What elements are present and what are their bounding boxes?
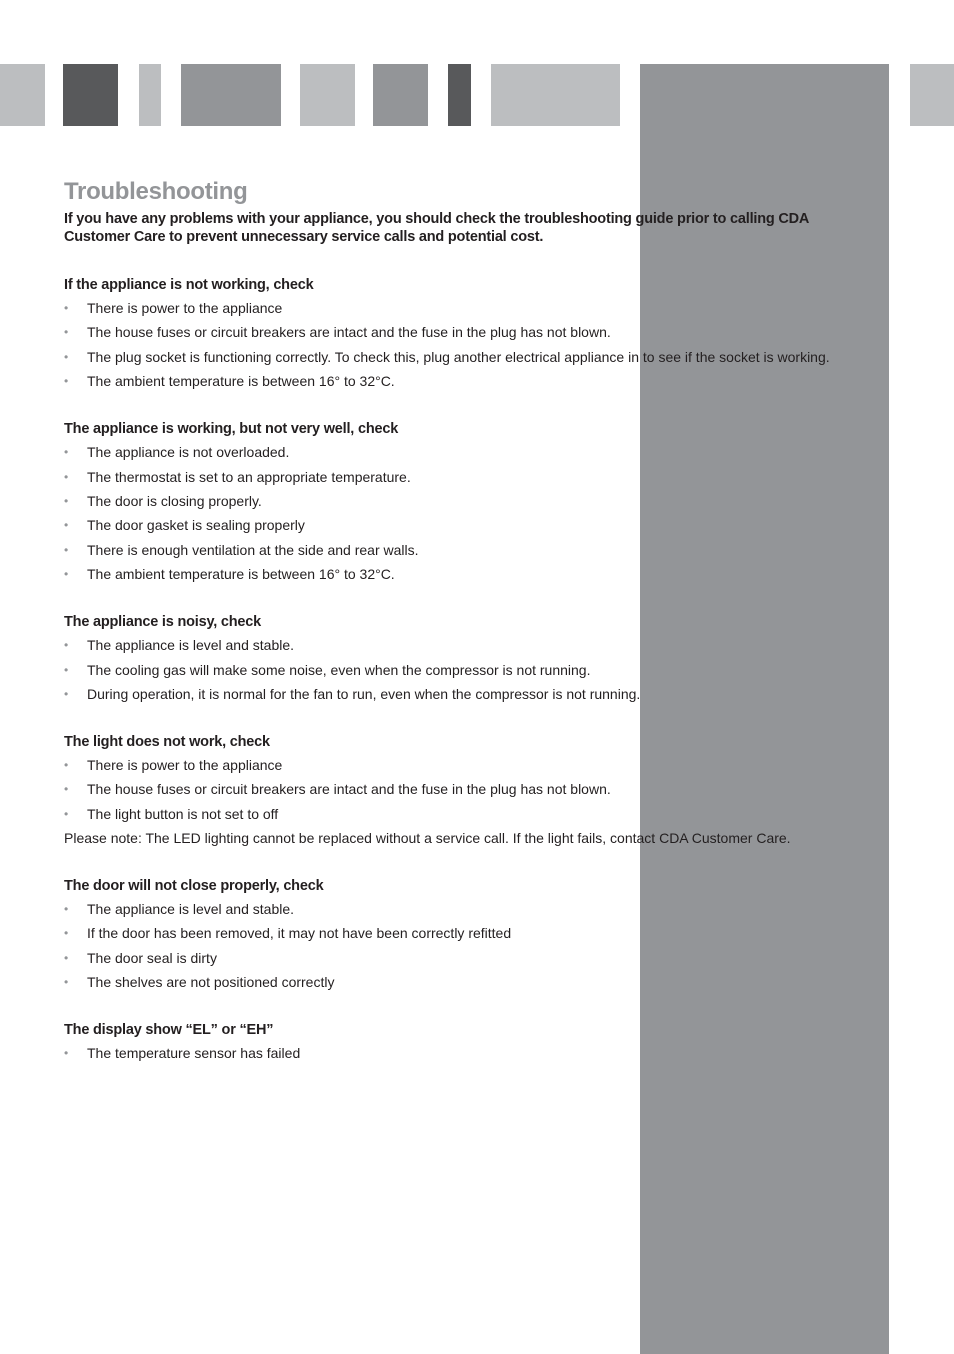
list-item (64, 516, 864, 534)
list-item-text: The appliance is not overloaded. (87, 444, 290, 461)
bullet-icon: • (64, 1046, 69, 1061)
check-list (64, 900, 864, 991)
list-item-text: The appliance is level and stable. (87, 901, 295, 918)
list-item-text: There is power to the appliance (87, 756, 283, 773)
section-heading: The appliance is noisy, check (64, 614, 262, 631)
list-item (64, 924, 864, 942)
list-item (64, 492, 864, 510)
list-item-text: The house fuses or circuit breakers are intact and the fuse in the plug has not blown. (87, 324, 611, 341)
header-bar-3 (139, 64, 161, 126)
list-item-text: The thermostat is set to an appropriate temperature. (87, 468, 411, 485)
check-list (64, 636, 864, 703)
bullet-icon: • (64, 493, 69, 508)
section-light (64, 733, 864, 847)
header-bar-5 (300, 64, 355, 126)
bullet-icon: • (64, 542, 69, 557)
bullet-icon: • (64, 975, 69, 990)
light-note: Please note: The LED lighting cannot be replaced without a service call. If the light fails, contact CDA Customer Care. (64, 830, 791, 847)
list-item (64, 900, 864, 918)
header-bar-2 (63, 64, 118, 126)
list-item (64, 443, 864, 461)
bullet-icon: • (64, 638, 69, 653)
list-item (64, 949, 864, 967)
bullet-icon: • (64, 301, 69, 315)
section-heading: If the appliance is not working, check (64, 277, 314, 293)
bullet-icon: • (64, 374, 69, 389)
bullet-icon: • (64, 806, 69, 821)
list-item-text: The light button is not set to off (87, 805, 279, 822)
list-item-text: The ambient temperature is between 16° to 32°C. (87, 566, 395, 583)
list-item (64, 685, 864, 703)
list-item-text: The cooling gas will make some noise, even when the compressor is not running. (87, 661, 591, 678)
list-item-text: The plug socket is functioning correctly. To check this, plug another electrical appliance in to see if the socket is working. (87, 348, 830, 365)
header-bar-6 (373, 64, 428, 126)
list-item (64, 756, 864, 774)
header-bar-7 (448, 64, 471, 126)
check-list (64, 1044, 864, 1062)
list-item (64, 661, 864, 679)
section-noisy (64, 613, 864, 703)
check-list (64, 443, 864, 583)
bullet-icon: • (64, 902, 69, 917)
troubleshooting-content (64, 178, 864, 1069)
list-item-text: The door is closing properly. (87, 492, 262, 509)
list-item-text: The appliance is level and stable. (87, 637, 295, 654)
list-item-text: If the door has been removed, it may not have been correctly refitted (87, 925, 512, 942)
bullet-icon: • (64, 782, 69, 797)
list-item-text: There is enough ventilation at the side and rear walls. (87, 541, 419, 558)
list-item (64, 299, 864, 317)
header-bar-10 (910, 64, 954, 126)
bullet-icon: • (64, 518, 69, 533)
header-bar-8 (491, 64, 620, 126)
section-display (64, 1021, 864, 1062)
section-not-working (64, 276, 864, 390)
section-door (64, 877, 864, 991)
page-title: Troubleshooting (64, 178, 248, 205)
list-item-text: The shelves are not positioned correctly (87, 974, 335, 991)
list-item (64, 780, 864, 798)
list-item-text: The temperature sensor has failed (87, 1045, 301, 1062)
section-heading: The display show “EL” or “EH” (64, 1022, 274, 1039)
list-item (64, 541, 864, 559)
list-item (64, 805, 864, 823)
list-item-text: The door seal is dirty (87, 949, 217, 966)
list-item (64, 348, 864, 366)
check-list (64, 756, 864, 823)
bullet-icon: • (64, 567, 69, 582)
bullet-icon: • (64, 926, 69, 941)
list-item (64, 973, 864, 991)
list-item (64, 565, 864, 583)
list-item (64, 323, 864, 341)
bullet-icon: • (64, 349, 69, 364)
section-heading: The door will not close properly, check (64, 878, 324, 895)
bullet-icon: • (64, 662, 69, 677)
list-item-text: The house fuses or circuit breakers are intact and the fuse in the plug has not blown. (87, 781, 611, 798)
bullet-icon: • (64, 950, 69, 965)
intro-text: If you have any problems with your appliance, you should check the troubleshooting guide prior to calling CDA Customer Care to prevent unnecessary service calls and potential cost. (64, 211, 809, 245)
list-item-text: There is power to the appliance (87, 300, 283, 316)
section-heading: The light does not work, check (64, 733, 270, 750)
bullet-icon: • (64, 686, 69, 701)
header-bar-4 (181, 64, 281, 126)
check-list (64, 299, 864, 390)
header-bar-1 (0, 64, 45, 126)
list-item-text: The ambient temperature is between 16° to 32°C. (87, 373, 395, 390)
bullet-icon: • (64, 757, 69, 772)
list-item-text: During operation, it is normal for the fan to run, even when the compressor is not running. (87, 685, 641, 702)
bullet-icon: • (64, 445, 69, 460)
section-heading: The appliance is working, but not very well, check (64, 421, 399, 438)
list-item (64, 1044, 864, 1062)
list-item (64, 468, 864, 486)
list-item-text: The door gasket is sealing properly (87, 517, 305, 534)
section-not-well (64, 420, 864, 583)
bullet-icon: • (64, 469, 69, 484)
list-item (64, 372, 864, 390)
list-item (64, 636, 864, 654)
bullet-icon: • (64, 325, 69, 340)
